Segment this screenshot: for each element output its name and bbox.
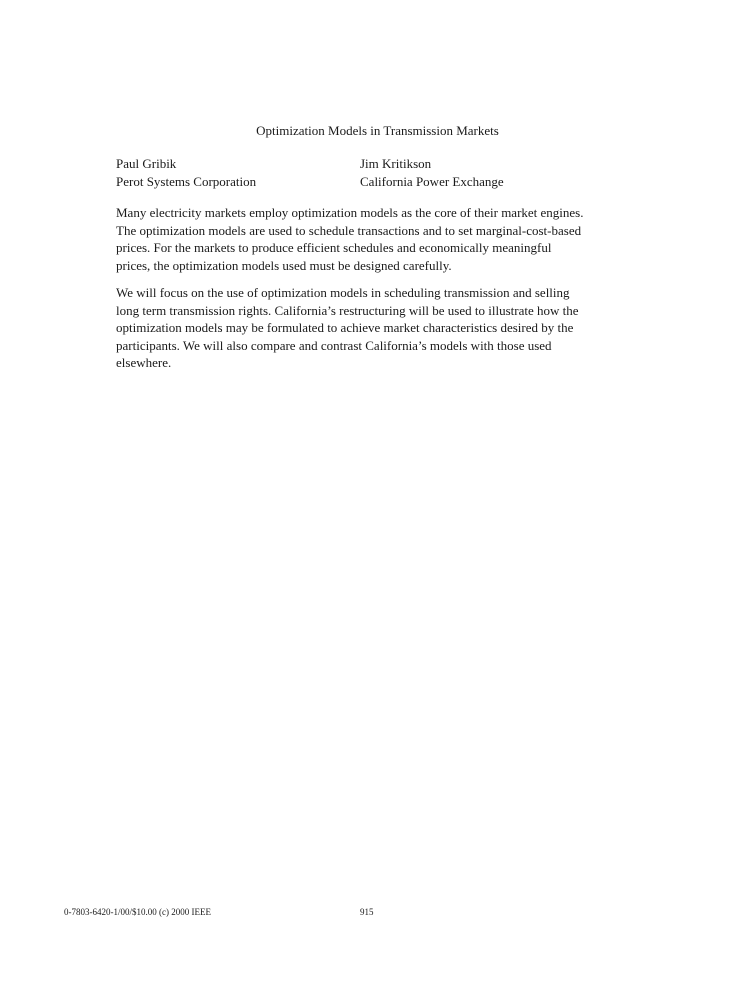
author-block-1 (116, 155, 256, 191)
page-number: 915 (360, 907, 374, 917)
author-affiliation: California Power Exchange (360, 174, 504, 189)
text-line: The optimization models are used to schedule transactions and to set marginal-cost-based (116, 222, 582, 238)
abstract-paragraph-2 (116, 284, 616, 372)
copyright-identifier: 0-7803-6420-1/00/$10.00 (c) 2000 IEEE (64, 907, 211, 917)
paper-title: Optimization Models in Transmission Markets (256, 123, 499, 138)
text-line: optimization models may be formulated to achieve market characteristics desired by the (116, 320, 574, 335)
text-line: We will focus on the use of optimization models in scheduling transmission and selling (116, 285, 570, 300)
author-affiliation: Perot Systems Corporation (116, 174, 257, 189)
text-line: prices. For the markets to produce efficient schedules and economically meaningful (116, 240, 552, 255)
author-name: Paul Gribik (116, 156, 177, 171)
text-line: prices, the optimization models used must be designed carefully. (116, 257, 452, 273)
author-name: Jim Kritikson (360, 156, 432, 171)
author-block-2 (360, 155, 504, 191)
text-line: long term transmission rights. California’s restructuring will be used to illustrate how the (116, 302, 579, 318)
abstract-paragraph-1 (116, 204, 616, 274)
text-line: elsewhere. (116, 355, 172, 370)
text-line: participants. We will also compare and contrast California’s models with those used (116, 337, 552, 353)
text-line: Many electricity markets employ optimization models as the core of their market engines. (116, 205, 584, 220)
